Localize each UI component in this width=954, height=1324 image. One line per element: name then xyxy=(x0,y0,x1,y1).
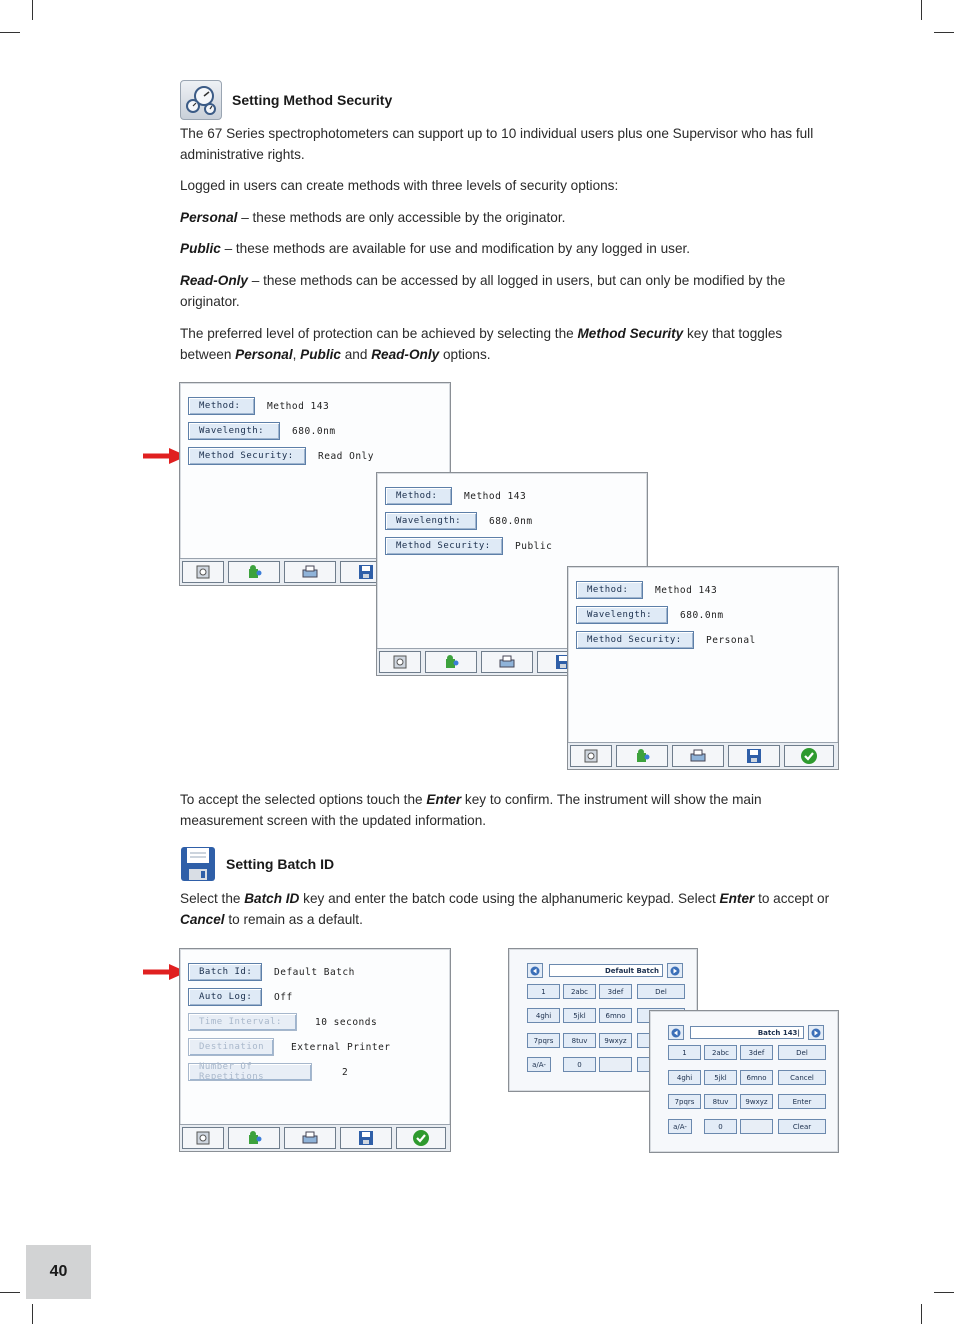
time-interval-value: 10 seconds xyxy=(315,1016,378,1028)
tools-icon[interactable] xyxy=(570,745,612,767)
tools-icon[interactable] xyxy=(379,651,421,673)
key-0[interactable]: 0 xyxy=(704,1119,737,1134)
destination-button[interactable]: Destination xyxy=(188,1038,274,1056)
toolbar xyxy=(180,1124,450,1151)
key-3def[interactable]: 3def xyxy=(740,1045,773,1060)
arrow-left-icon[interactable] xyxy=(668,1025,684,1040)
section-title: Setting Method Security xyxy=(232,92,393,108)
wavelength-button[interactable]: Wavelength: xyxy=(576,606,668,624)
batch-id-button[interactable]: Batch Id: xyxy=(188,963,262,981)
toggle-paragraph: The preferred level of protection can be achieved by selecting the Method Security key that toggles between Personal, Public and Read-Only options. xyxy=(180,326,783,362)
key-2abc[interactable]: 2abc xyxy=(704,1045,737,1060)
crop-mark xyxy=(934,1292,954,1293)
arrow-left-icon[interactable] xyxy=(527,963,543,978)
printer-icon[interactable] xyxy=(481,651,533,673)
wavelength-value: 680.0nm xyxy=(680,609,724,621)
key-del[interactable]: Del xyxy=(778,1045,826,1060)
confirm-check-icon[interactable] xyxy=(784,745,834,767)
key-5jkl[interactable]: 5jkl xyxy=(704,1070,737,1085)
crop-mark xyxy=(32,1304,33,1324)
method-value: Method 143 xyxy=(655,584,718,596)
key-5jkl[interactable]: 5jkl xyxy=(563,1008,596,1023)
batch-id-field[interactable]: Default Batch xyxy=(549,964,663,977)
method-value: Method 143 xyxy=(464,490,527,502)
wavelength-button[interactable]: Wavelength: xyxy=(385,512,477,530)
public-paragraph: Public – these methods are available for use and modification by any logged in user. xyxy=(180,241,691,256)
method-button[interactable]: Method: xyxy=(188,397,255,415)
key-8tuv[interactable]: 8tuv xyxy=(563,1033,596,1048)
section-heading-method-security xyxy=(180,80,392,120)
toolbar xyxy=(568,742,838,769)
puzzle-icon[interactable] xyxy=(228,561,280,583)
key-0[interactable]: 0 xyxy=(563,1057,596,1072)
keypad-batch-143 xyxy=(649,1010,839,1153)
printer-icon[interactable] xyxy=(284,1127,336,1149)
puzzle-icon[interactable] xyxy=(616,745,668,767)
key-case-toggle[interactable]: a/A- xyxy=(527,1057,551,1072)
tools-icon[interactable] xyxy=(182,561,224,583)
device-screen-batch xyxy=(179,948,451,1152)
wavelength-button[interactable]: Wavelength: xyxy=(188,422,280,440)
floppy-disk-icon xyxy=(180,846,216,882)
method-security-value: Public xyxy=(515,540,553,552)
key-4ghi[interactable]: 4ghi xyxy=(527,1008,560,1023)
section-title: Setting Batch ID xyxy=(226,856,335,872)
key-1[interactable]: 1 xyxy=(668,1045,701,1060)
key-1[interactable]: 1 xyxy=(527,984,560,999)
device-screen-personal xyxy=(567,566,839,770)
batch-paragraph: Select the Batch ID key and enter the batch code using the alphanumeric keypad. Select Enter to accept or Cancel to remain as a default. xyxy=(180,891,830,927)
method-security-button[interactable]: Method Security: xyxy=(385,537,503,555)
key-2abc[interactable]: 2abc xyxy=(563,984,596,999)
key-blank[interactable] xyxy=(740,1119,773,1134)
time-interval-button[interactable]: Time Interval: xyxy=(188,1013,297,1031)
method-security-value: Personal xyxy=(706,634,756,646)
gauges-icon xyxy=(180,80,222,120)
key-clear[interactable]: Clear xyxy=(778,1119,826,1134)
method-button[interactable]: Method: xyxy=(576,581,643,599)
crop-mark xyxy=(0,32,20,33)
key-8tuv[interactable]: 8tuv xyxy=(704,1094,737,1109)
section-heading-batch-id xyxy=(180,846,334,882)
levels-intro-paragraph: Logged in users can create methods with three levels of security options: xyxy=(180,178,619,193)
auto-log-button[interactable]: Auto Log: xyxy=(188,988,262,1006)
key-blank[interactable] xyxy=(599,1057,632,1072)
arrow-right-icon[interactable] xyxy=(808,1025,824,1040)
crop-mark xyxy=(921,0,922,20)
crop-mark xyxy=(32,0,33,20)
batch-id-field[interactable]: Batch 143| xyxy=(690,1026,804,1039)
save-icon[interactable] xyxy=(728,745,780,767)
method-security-button[interactable]: Method Security: xyxy=(576,631,694,649)
intro-paragraph: The 67 Series spectrophotometers can support up to 10 individual users plus one Supervisor who has full administrative rights. xyxy=(180,126,814,162)
tools-icon[interactable] xyxy=(182,1127,224,1149)
key-7pqrs[interactable]: 7pqrs xyxy=(527,1033,560,1048)
wavelength-value: 680.0nm xyxy=(292,425,336,437)
key-3def[interactable]: 3def xyxy=(599,984,632,999)
method-button[interactable]: Method: xyxy=(385,487,452,505)
key-case-toggle[interactable]: a/A- xyxy=(668,1119,692,1134)
accept-paragraph: To accept the selected options touch the Enter key to confirm. The instrument will show the main measurement screen with the updated information. xyxy=(180,792,762,828)
auto-log-value: Off xyxy=(274,991,293,1003)
key-9wxyz[interactable]: 9wxyz xyxy=(740,1094,773,1109)
key-6mno[interactable]: 6mno xyxy=(599,1008,632,1023)
crop-mark xyxy=(0,1292,20,1293)
save-icon[interactable] xyxy=(340,1127,392,1149)
puzzle-icon[interactable] xyxy=(228,1127,280,1149)
batch-id-value: Default Batch xyxy=(274,966,355,978)
arrow-right-icon[interactable] xyxy=(667,963,683,978)
key-cancel[interactable]: Cancel xyxy=(778,1070,826,1085)
crop-mark xyxy=(921,1304,922,1324)
puzzle-icon[interactable] xyxy=(425,651,477,673)
key-enter[interactable]: Enter xyxy=(778,1094,826,1109)
method-security-button[interactable]: Method Security: xyxy=(188,447,306,465)
method-security-value: Read Only xyxy=(318,450,374,462)
destination-value: External Printer xyxy=(291,1041,391,1053)
printer-icon[interactable] xyxy=(672,745,724,767)
personal-paragraph: Personal – these methods are only accessible by the originator. xyxy=(180,210,566,225)
repetitions-value: 2 xyxy=(342,1066,349,1078)
crop-mark xyxy=(934,32,954,33)
key-7pqrs[interactable]: 7pqrs xyxy=(668,1094,701,1109)
page-number: 40 xyxy=(26,1245,91,1299)
key-del[interactable]: Del xyxy=(637,984,685,999)
readonly-paragraph: Read-Only – these methods can be accessed by all logged in users, but can only be modified by the originator. xyxy=(180,273,786,309)
key-6mno[interactable]: 6mno xyxy=(740,1070,773,1085)
key-4ghi[interactable]: 4ghi xyxy=(668,1070,701,1085)
confirm-check-icon[interactable] xyxy=(396,1127,446,1149)
repetitions-button[interactable]: Number Of Repetitions xyxy=(188,1063,312,1081)
printer-icon[interactable] xyxy=(284,561,336,583)
method-value: Method 143 xyxy=(267,400,330,412)
key-9wxyz[interactable]: 9wxyz xyxy=(599,1033,632,1048)
wavelength-value: 680.0nm xyxy=(489,515,533,527)
